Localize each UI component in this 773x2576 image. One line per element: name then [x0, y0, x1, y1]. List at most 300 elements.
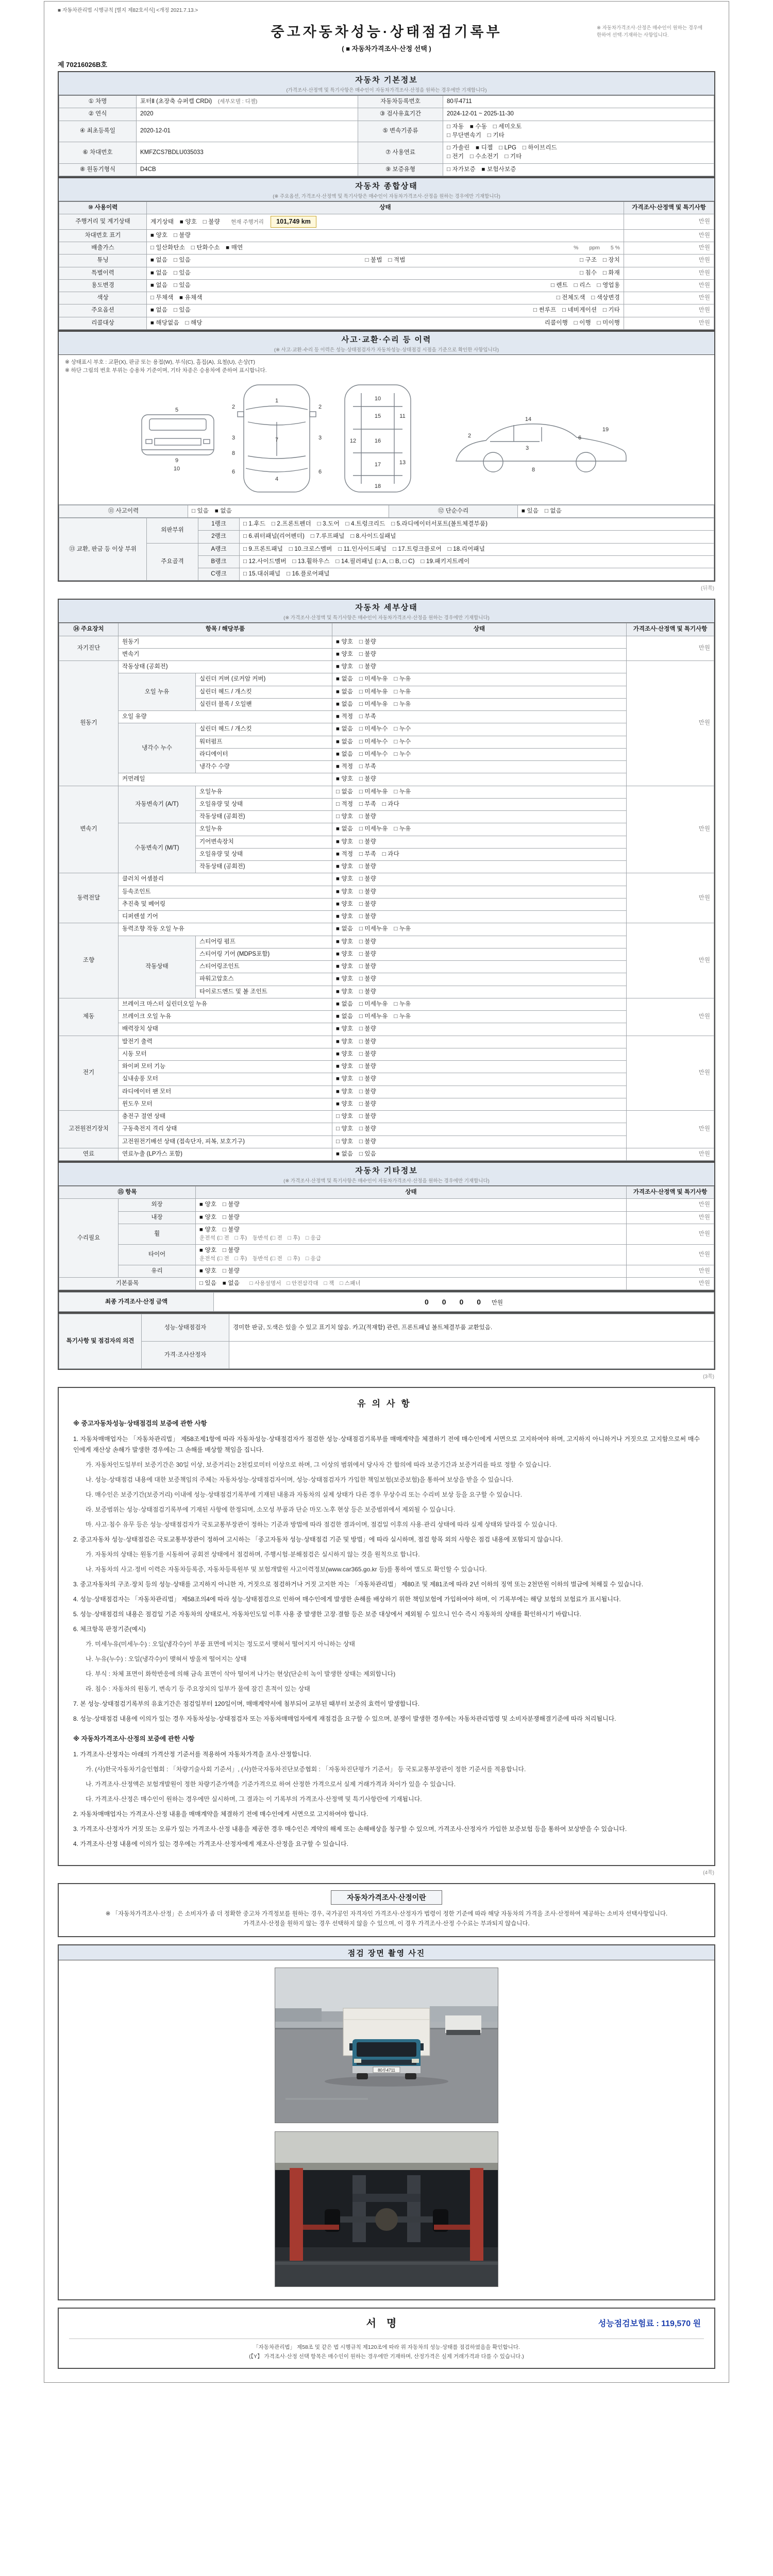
- table-row: [59, 304, 714, 317]
- col-price: 가격조사·산정액 및 특기사항: [627, 623, 714, 636]
- price-cell: 만원: [627, 1278, 714, 1290]
- sub-coolant-leak: 냉각수 누수: [119, 723, 196, 773]
- state-checkboxes[interactable]: ■ 양호 □ 불량: [332, 911, 627, 923]
- state-checkboxes[interactable]: ■ 양호 □ 불량: [332, 961, 627, 973]
- tuning-legality-checkboxes[interactable]: □ 불법 □ 적법: [365, 257, 406, 264]
- page-marker-back: (뒤쪽): [701, 586, 714, 592]
- rank1-label: 1랭크: [198, 518, 240, 531]
- price-cell: 만원: [627, 1111, 714, 1148]
- color-checkboxes[interactable]: □ 무채색 ■ 유채색: [150, 295, 203, 301]
- notice-line: 2. 중고자동차 성능·상태점검은 국토교통부장관이 정하여 고시하는 「중고자동차 성능·상태점검 기준 및 방법」에 따라 실시하며, 점검 항목 외의 사항은 점검 내용에 포함되지 않습니다.: [73, 1536, 563, 1544]
- price-cell: 만원: [627, 1199, 714, 1211]
- table-row: [59, 1123, 714, 1136]
- rank2-part-checkboxes[interactable]: □ 6.쿼터패널(리어펜더) □ 7.루프패널 □ 8.사이드실패널: [240, 531, 714, 543]
- car-name-value: [137, 96, 358, 108]
- year-value: 2020: [137, 108, 358, 121]
- col-state: 상태: [196, 1187, 627, 1199]
- price-cell: 만원: [627, 1224, 714, 1244]
- final-price-value: 0 0 0 0: [424, 1297, 484, 1306]
- table-row: [59, 711, 714, 723]
- item-cell: 타이로드엔드 및 볼 조인트: [196, 986, 332, 998]
- etc-info-table: [59, 1186, 714, 1290]
- notice-line: 다. 매수인은 보증기간(보증거리) 이내에 성능·상태점검기록부에 기재된 내용과 자동차의 실제 상태가 다른 경우 무상수리 또는 수리비 보상 등을 요구할 수 있습니다.: [86, 1491, 523, 1499]
- usage-change-cell[interactable]: [147, 279, 624, 292]
- table-row: [59, 723, 714, 736]
- col-price: 가격조사·산정액 및 특기사항: [624, 201, 714, 214]
- table-row: [59, 661, 714, 673]
- state-checkboxes[interactable]: ■ 없음 □ 미세누유 □ 누유: [332, 823, 627, 836]
- state-checkboxes[interactable]: ■ 없음 □ 미세누수 □ 누수: [332, 723, 627, 736]
- group-engine: 원동기: [59, 661, 119, 786]
- state-checkboxes[interactable]: □ 양호 □ 불량: [332, 811, 627, 823]
- col-item: ⑮ 항목: [59, 1187, 196, 1199]
- engine-type-value: D4CB: [137, 163, 358, 176]
- detail-state-table: [59, 623, 714, 1161]
- item-cell: 오일유량 및 상태: [196, 848, 332, 860]
- usage-change-checkboxes[interactable]: ■ 없음 □ 있음: [150, 282, 191, 289]
- notice-section: [58, 1387, 715, 1866]
- table-row: [59, 1011, 714, 1023]
- recall-checkboxes[interactable]: ■ 해당없음 □ 해당: [150, 319, 203, 326]
- basic-info-note: (가격조사·산정액 및 특기사항은 매수인이 자동차가격조사·산정을 원하는 경우에만 기재합니다): [286, 88, 487, 93]
- table-row: [59, 673, 714, 686]
- glass-label: 유리: [119, 1265, 196, 1277]
- item-cell: 실내송풍 모터: [119, 1073, 332, 1086]
- table-row: [59, 1023, 714, 1036]
- item-cell: 실린더 헤드 / 개스킷: [196, 686, 332, 698]
- recall-row-label: 리콜대상: [59, 317, 147, 329]
- emission-checkboxes[interactable]: □ 일산화탄소 □ 탄화수소 ■ 매연: [150, 245, 243, 251]
- fuel-options-line2[interactable]: □ 전기 □ 수소전기 □ 기타: [447, 154, 522, 160]
- signature-legal-line1: 「자동차관리법」 제58조 및 같은 법 시행규칙 제120조에 따라 위 자동차의 성능·상태를 점검하였음을 확인합니다.: [253, 2344, 520, 2350]
- page-marker-4: (4쪽): [703, 1870, 714, 1876]
- accident-history-section: [58, 331, 715, 582]
- signature-title: 서명: [366, 2317, 407, 2329]
- warranty-checkboxes[interactable]: □ 자가보증 ■ 보험사보증: [443, 163, 714, 176]
- item-cell: 스티어링 펌프: [196, 936, 332, 948]
- table-row: [59, 229, 714, 242]
- transmission-label: ⑤ 변속기종류: [358, 121, 443, 142]
- state-checkboxes[interactable]: ■ 없음 □ 미세누유 □ 누유: [332, 686, 627, 698]
- emission-state-cell[interactable]: [147, 242, 624, 255]
- table-row: [59, 998, 714, 1010]
- panel-number: 1: [275, 397, 279, 404]
- price-cell: 만원: [627, 1148, 714, 1160]
- item-cell: 냉각수 수량: [196, 761, 332, 773]
- exterior-checkboxes[interactable]: ■ 양호 □ 불량: [196, 1199, 627, 1211]
- detail-note: (※ 가격조사·산정액 및 특기사항은 매수인이 자동차가격조사·산정을 원하는 경우에만 기재합니다): [283, 615, 490, 621]
- photo-underbody-svg: [275, 2132, 498, 2286]
- table-row: [59, 1342, 714, 1369]
- fuel-checkboxes[interactable]: [443, 142, 714, 164]
- transmission-checkboxes[interactable]: [443, 121, 714, 142]
- state-checkboxes[interactable]: ■ 양호 □ 불량: [332, 861, 627, 873]
- state-checkboxes[interactable]: ■ 양호 □ 불량: [332, 1023, 627, 1036]
- col-device: ⑭ 주요장치: [59, 623, 119, 636]
- state-checkboxes[interactable]: ■ 양호 □ 불량: [332, 1086, 627, 1098]
- rankC-label: C랭크: [198, 568, 240, 581]
- signature-legal-line2: (【Y】 가격조사·산정 선택 항목은 매수인이 원하는 경우에만 기재하며, 산정가격은 실제 거래가격과 다를 수 있습니다.): [249, 2353, 524, 2360]
- panel-number: 3: [318, 434, 322, 441]
- table-row: [59, 201, 714, 214]
- table-row: [59, 1224, 714, 1244]
- table-row: [59, 936, 714, 948]
- inspection-photo-underbody: [275, 2131, 498, 2287]
- basic-info-table: [59, 95, 714, 176]
- state-checkboxes[interactable]: □ 적정 □ 부족 □ 과다: [332, 798, 627, 810]
- usage-change-row-label: 용도변경: [59, 279, 147, 292]
- table-row: [59, 1148, 714, 1160]
- tire-cell[interactable]: [196, 1244, 627, 1265]
- state-checkboxes[interactable]: ■ 양호 □ 불량: [332, 1048, 627, 1060]
- item-cell: 충전구 절연 상태: [119, 1111, 332, 1123]
- title-side-note-line2: 한하여 선택·기재하는 사항입니다.: [597, 32, 669, 39]
- table-row: [59, 898, 714, 910]
- notice-line: 3. 가격조사·산정자가 거짓 또는 오류가 있는 가격조사·산정 내용을 제공한 경우 매수인은 계약의 해제 또는 손해배상을 청구할 수 있으며, 가격조사·산정자가 가입한 보증보험 등을 통하여 보상받을 수 있습니다.: [73, 1825, 627, 1833]
- price-cell: 만원: [624, 229, 714, 242]
- group-high-voltage: 고전원전기장치: [59, 1111, 119, 1148]
- overall-state-table: [59, 201, 714, 330]
- table-row: [59, 623, 714, 636]
- state-checkboxes[interactable]: ■ 양호 □ 불량: [332, 973, 627, 986]
- item-cell: 변속기: [119, 648, 332, 660]
- col-item: 항목 / 해당부품: [119, 623, 332, 636]
- exterior-label: 외장: [119, 1199, 196, 1211]
- recall-done-checkboxes[interactable]: 리콜이행 □ 이행 □ 미이행: [544, 319, 620, 326]
- table-row: [59, 267, 714, 279]
- vin-value: KMFZCS7BDLU035033: [137, 142, 358, 164]
- mileage-state-cell[interactable]: [147, 214, 624, 230]
- notice-line: 가. 자동차의 상태는 원동기를 시동하여 공회전 상태에서 점검하며, 주행시험·분해점검은 실시하지 않는 것을 원칙으로 합니다.: [86, 1551, 420, 1558]
- table-row: [59, 1098, 714, 1110]
- odometer-state-checkboxes[interactable]: 계기상태 ■ 양호 □ 불량: [150, 219, 220, 225]
- wheel-checkboxes[interactable]: ■ 양호 □ 불량: [199, 1226, 240, 1233]
- state-checkboxes[interactable]: ■ 양호 □ 불량: [332, 898, 627, 910]
- current-mileage-label: 현재 주행거리: [231, 219, 264, 225]
- panel-rank-table: [59, 518, 714, 581]
- group-selfdiag: 자기진단: [59, 636, 119, 661]
- panel-number: 10: [374, 395, 381, 402]
- panel-number: 6: [318, 468, 322, 475]
- car-damage-diagram: [59, 376, 714, 505]
- table-row: [59, 1211, 714, 1224]
- item-cell: 구동축전지 격리 상태: [119, 1123, 332, 1136]
- rankA-part-checkboxes[interactable]: □ 9.프론트패널 □ 10.크로스멤버 □ 11.인사이드패널 □ 17.트렁크플로어 □ 18.리어패널: [240, 543, 714, 555]
- table-row: [59, 142, 714, 164]
- inspection-value: 2024-12-01 ~ 2025-11-30: [443, 108, 714, 121]
- panel-number: 11: [399, 413, 406, 419]
- panel-number: 2: [318, 403, 322, 410]
- rankB-part-checkboxes[interactable]: □ 12.사이드멤버 □ 13.휠하우스 □ 14.필러패널 (□ A, □ B, □ C) □ 19.패키지트레이: [240, 555, 714, 568]
- state-checkboxes[interactable]: ■ 적정 □ 부족: [332, 761, 627, 773]
- table-row: [59, 1187, 714, 1199]
- sub-oil-leak: 오일 누유: [119, 673, 196, 711]
- rank1-part-checkboxes[interactable]: □ 1.후드 □ 2.프론트펜더 □ 3.도어 □ 4.트렁크리드 □ 5.라디에이터서포트(볼트체결부품): [240, 518, 714, 531]
- vin-label: ⑥ 차대번호: [59, 142, 137, 164]
- special-history-type-checkboxes[interactable]: □ 침수 □ 화재: [579, 269, 620, 276]
- usage-change-type-checkboxes[interactable]: □ 렌트 □ 리스 □ 영업용: [550, 282, 620, 289]
- emission-row-label: 배출가스: [59, 242, 147, 255]
- state-checkboxes[interactable]: ■ 양호 □ 불량: [332, 648, 627, 660]
- item-cell: 오일누유: [196, 786, 332, 798]
- license-plate-text: 80루4711: [378, 2067, 395, 2073]
- table-row: [59, 1244, 714, 1265]
- table-row: [59, 543, 714, 555]
- state-checkboxes[interactable]: ■ 양호 □ 불량: [332, 886, 627, 898]
- col-price: 가격조사·산정액 및 특기사항: [627, 1187, 714, 1199]
- panel-number: 16: [374, 437, 381, 444]
- wheel-position-checkboxes[interactable]: 운전석 (□ 전 □ 후) 동반석 (□ 전 □ 후) □ 응급: [199, 1235, 322, 1241]
- table-row: [59, 121, 714, 142]
- engine-type-label: ⑧ 원동기형식: [59, 163, 137, 176]
- table-row: [59, 1111, 714, 1123]
- basic-info-section: [58, 71, 715, 177]
- table-row: [59, 96, 714, 108]
- etc-note: (※ 가격조사·산정액 및 특기사항은 매수인이 자동차가격조사·산정을 원하는 경우에만 기재합니다): [283, 1178, 490, 1184]
- inspection-label: ③ 검사유효기간: [358, 108, 443, 121]
- table-row: [59, 1086, 714, 1098]
- state-checkboxes[interactable]: ■ 양호 □ 불량: [332, 873, 627, 886]
- panel-number: 2: [231, 403, 236, 410]
- recall-cell[interactable]: [147, 317, 624, 329]
- notice-line: 8. 성능·상태점검 내용에 이의가 있는 경우 자동차성능·상태점검자 또는 자동차매매업자에게 재점검을 요구할 수 있으며, 분쟁이 발생한 경우에는 자동차관리법령 및 소비자분쟁해결기준에 따라 처리됩니다.: [73, 1715, 616, 1723]
- group-transmission: 변속기: [59, 786, 119, 873]
- panel-number: 9: [175, 457, 179, 464]
- table-row: [59, 636, 714, 648]
- notice-line: 5. 성능·상태점검의 내용은 점검일 기준 자동차의 상태로서, 자동차인도일 이후 사용 중 발생한 고장·결함 등은 보증 대상에서 제외될 수 있으니 인수 즉시 자동차의 상태를 확인하시기 바랍니다.: [73, 1611, 581, 1618]
- state-checkboxes[interactable]: ■ 양호 □ 불량: [332, 1098, 627, 1110]
- panel-number: 15: [374, 413, 381, 419]
- item-cell: 클러치 어셈블리: [119, 873, 332, 886]
- notice-line: 1. 가격조사·산정자는 아래의 가격산정 기준서를 적용하여 자동차가격을 조사·산정합니다.: [73, 1751, 311, 1758]
- notice-line: 나. 성능·상태점검 내용에 대한 보증책임의 주체는 자동차성능·상태점검자이며, 성능·상태점검자가 가입한 책임보험(보증보험)을 통하여 보상을 받을 수 있습니다.: [86, 1476, 514, 1484]
- panel-number: 6: [231, 468, 236, 475]
- interior-checkboxes[interactable]: ■ 양호 □ 불량: [196, 1211, 627, 1224]
- color-row-label: 색상: [59, 292, 147, 304]
- color-cell[interactable]: [147, 292, 624, 304]
- photos-section: [58, 1944, 715, 2300]
- state-checkboxes[interactable]: ■ 양호 □ 불량: [332, 986, 627, 998]
- panel-number: 14: [525, 416, 532, 422]
- state-checkboxes[interactable]: ■ 양호 □ 불량: [332, 661, 627, 673]
- fuel-options-line1[interactable]: □ 가솔린 ■ 디젤 □ LPG □ 하이브리드: [447, 145, 557, 151]
- etc-header: [59, 1163, 714, 1186]
- panel-number: 2: [467, 432, 472, 439]
- state-checkboxes[interactable]: □ 없음 □ 미세누유 □ 누유: [332, 786, 627, 798]
- options-type-checkboxes[interactable]: □ 썬루프 □ 네비게이션 □ 기타: [533, 307, 620, 314]
- accident-flags-table: [59, 505, 714, 518]
- signature-row: [69, 2315, 704, 2332]
- title-side-note-line1: ※ 자동차가격조사·산정은 매수인이 원하는 경우에: [597, 25, 703, 31]
- notice-line: ※ 자동차가격조사·산정의 보증에 관한 사항: [73, 1735, 195, 1743]
- item-cell: 오일누유: [196, 823, 332, 836]
- table-row: [59, 292, 714, 304]
- document-header: [58, 21, 715, 53]
- basic-info-header: [59, 72, 714, 95]
- emission-values: % ppm 5 %: [574, 244, 620, 251]
- table-row: [59, 823, 714, 836]
- final-price-value-cell: [214, 1293, 714, 1312]
- table-row: [59, 786, 714, 798]
- first-reg-value: 2020-12-01: [137, 121, 358, 142]
- options-checkboxes[interactable]: ■ 없음 □ 있음: [150, 307, 191, 314]
- options-cell[interactable]: [147, 304, 624, 317]
- price-appraisal-info-box: [58, 1883, 715, 1937]
- state-checkboxes[interactable]: ■ 적정 □ 부족 □ 과다: [332, 848, 627, 860]
- state-checkboxes[interactable]: ■ 양호 □ 불량: [332, 636, 627, 648]
- photos-header: [59, 1945, 714, 1960]
- special-history-cell[interactable]: [147, 267, 624, 279]
- notice-line: 3. 중고자동차의 구조·장치 등의 성능·상태를 고지하지 아니한 자, 거짓으로 점검하거나 거짓 고지한 자는 「자동차관리법」 제80조 및 제81조에 따라 2년 이하의 징역 또는 2천만원 이하의 벌금에 처해질 수 있습니다.: [73, 1581, 644, 1588]
- tuning-type-checkboxes[interactable]: □ 구조 □ 장치: [579, 257, 620, 264]
- table-row: [59, 648, 714, 660]
- tire-position-checkboxes[interactable]: 운전석 (□ 전 □ 후) 동반석 (□ 전 □ 후) □ 응급: [199, 1256, 322, 1262]
- item-cell: 작동상태 (공회전): [196, 861, 332, 873]
- interior-label: 내장: [119, 1211, 196, 1224]
- notice-line: 나. 가격조사·산정액은 보험개발원이 정한 차량기준가액을 기준가격으로 하여 산정한 가격으로서 실제 거래가격과 차이가 있을 수 있습니다.: [86, 1781, 456, 1788]
- table-row: [59, 317, 714, 329]
- photo-exterior-svg: [275, 1968, 498, 2123]
- wheel-cell[interactable]: [196, 1224, 627, 1244]
- panel-number: 3: [525, 445, 529, 451]
- group-steering: 조향: [59, 923, 119, 998]
- item-cell: 브레이크 오일 누유: [119, 1011, 332, 1023]
- sub-at: 자동변속기 (A/T): [119, 786, 196, 823]
- item-cell: 시동 모터: [119, 1048, 332, 1060]
- special-history-row-label: 특별이력: [59, 267, 147, 279]
- state-checkboxes[interactable]: ■ 없음 □ 미세누유 □ 누유: [332, 923, 627, 936]
- document-number: 제 70216026B호: [58, 61, 107, 69]
- year-label: ② 연식: [59, 108, 137, 121]
- item-cell: 오일 유량: [119, 711, 332, 723]
- table-row: [59, 505, 714, 517]
- panel-number: 10: [173, 465, 180, 472]
- state-checkboxes[interactable]: ■ 양호 □ 불량: [332, 1061, 627, 1073]
- state-code-legend: ※ 상태표시 부호 : 교환(X), 판금 또는 용접(W), 부식(C), 흠집(A), 요철(U), 손상(T): [65, 359, 255, 365]
- notice-line: 4. 성능·상태점검자는 「자동차관리법」 제58조의4에 따라 성능·상태점검으로 인하여 매수인에게 발생한 손해를 배상하기 위한 책임보험에 가입하여야 하며, 이 기록부에는 해당 보험의 보험료가 표시됩니다.: [73, 1596, 621, 1603]
- basic-items-cell[interactable]: [196, 1278, 627, 1290]
- price-cell: 만원: [627, 636, 714, 661]
- notice-line: 마. 사고·침수 유무 등은 성능·상태점검자가 국토교통부장관이 정하는 기준과 방법에 따라 점검한 결과이며, 점검일 이후의 사용·관리 상태에 따라 실제 상태와 달라질 수 있습니다.: [86, 1521, 558, 1529]
- state-checkboxes[interactable]: ■ 양호 □ 불량: [332, 773, 627, 786]
- signature-section: [58, 2308, 715, 2369]
- transmission-options-line2[interactable]: □ 무단변속기 □ 기타: [447, 132, 505, 139]
- state-checkboxes[interactable]: ■ 적정 □ 부족: [332, 711, 627, 723]
- state-checkboxes[interactable]: ■ 없음 □ 미세누유 □ 누유: [332, 698, 627, 710]
- table-row: [59, 873, 714, 886]
- state-checkboxes[interactable]: ■ 없음 □ 미세누유 □ 누유: [332, 1011, 627, 1023]
- basic-items-list-checkboxes[interactable]: □ 사용설명서 □ 안전삼각대 □ 잭 □ 스패너: [249, 1280, 361, 1286]
- state-checkboxes[interactable]: ■ 없음 □ 미세누수 □ 누수: [332, 736, 627, 748]
- accident-history-checkboxes[interactable]: □ 있음 ■ 없음: [188, 505, 389, 517]
- panel-number: 6: [578, 434, 582, 441]
- notice-line: 라. 침수 : 자동차의 원동기, 변속기 등 주요장치의 일부가 물에 잠긴 흔적이 있는 상태: [86, 1685, 310, 1693]
- panel-number: 12: [349, 437, 357, 444]
- special-history-checkboxes[interactable]: ■ 없음 □ 있음: [150, 269, 191, 276]
- group-electric: 전기: [59, 1036, 119, 1111]
- photos-body: [59, 1960, 714, 2299]
- state-checkboxes[interactable]: ■ 양호 □ 불량: [332, 936, 627, 948]
- final-price-label: 최종 가격조사·산정 금액: [59, 1293, 214, 1312]
- tuning-checkboxes[interactable]: ■ 없음 □ 있음: [150, 257, 191, 264]
- final-price-unit: 만원: [491, 1299, 503, 1306]
- simple-repair-label: ⑫ 단순수리: [389, 505, 518, 517]
- notice-lines: [73, 1418, 700, 1850]
- accident-history-label: ⑪ 사고이력: [59, 505, 188, 517]
- table-row: [59, 773, 714, 786]
- basic-items-checkboxes[interactable]: □ 있음 ■ 없음: [199, 1280, 240, 1286]
- state-checkboxes[interactable]: ■ 양호 □ 불량: [332, 1073, 627, 1086]
- table-row: [59, 1278, 714, 1290]
- price-cell: 만원: [624, 267, 714, 279]
- table-row: [59, 1073, 714, 1086]
- tire-checkboxes[interactable]: ■ 양호 □ 불량: [199, 1247, 240, 1253]
- state-checkboxes[interactable]: ■ 없음 □ 미세누유 □ 누유: [332, 673, 627, 686]
- wheel-label: 휠: [119, 1224, 196, 1244]
- basic-items-label: 기본품목: [59, 1278, 196, 1290]
- appraiser-comment: [229, 1342, 714, 1369]
- table-row: [59, 1293, 714, 1312]
- price-cell: 만원: [624, 279, 714, 292]
- notice-line: 나. 누유(누수) : 오일(냉각수)이 맺혀서 방울져 떨어지는 상태: [86, 1655, 247, 1663]
- item-cell: 커먼레일: [119, 773, 332, 786]
- tuning-state-cell[interactable]: [147, 255, 624, 267]
- price-cell: 만원: [627, 1211, 714, 1224]
- page-title: 중고자동차성능·상태점검기록부: [271, 24, 502, 40]
- notice-line: 2. 자동차매매업자는 가격조사·산정 내용을 매매계약을 체결하기 전에 매수인에게 서면으로 고지하여야 합니다.: [73, 1810, 368, 1818]
- notice-line: 나. 자동차의 사고·정비 이력은 자동차등록증, 자동차등록원부 및 보험개발원 사고이력정보(www.car365.go.kr 등)를 통하여 별도로 확인할 수 있습니다.: [86, 1566, 487, 1573]
- notice-line: ※ 중고자동차성능·상태점검의 보증에 관한 사항: [73, 1420, 207, 1428]
- title-side-note: [597, 25, 715, 40]
- color-change-checkboxes[interactable]: □ 전체도색 □ 색상변경: [556, 295, 620, 301]
- item-cell: 작동상태 (공회전): [119, 661, 332, 673]
- glass-checkboxes[interactable]: ■ 양호 □ 불량: [196, 1265, 627, 1277]
- state-checkboxes[interactable]: ■ 양호 □ 불량: [332, 948, 627, 960]
- page-subtitle: ( ■ 자동차가격조사·산정 선택 ): [342, 45, 431, 53]
- simple-repair-checkboxes[interactable]: ■ 있음 □ 없음: [518, 505, 714, 517]
- state-checkboxes[interactable]: □ 양호 □ 불량: [332, 1111, 627, 1123]
- state-checkboxes[interactable]: ■ 없음 □ 있음: [332, 1148, 627, 1160]
- main-frame-label: 주요골격: [147, 543, 198, 581]
- rank2-label: 2랭크: [198, 531, 240, 543]
- detail-header: [59, 600, 714, 623]
- panel-number: 13: [399, 459, 406, 466]
- panel-number: 18: [374, 483, 381, 489]
- state-checkboxes[interactable]: □ 양호 □ 불량: [332, 1136, 627, 1148]
- state-checkboxes[interactable]: □ 양호 □ 불량: [332, 1123, 627, 1136]
- final-price-table: [59, 1292, 714, 1312]
- state-checkboxes[interactable]: ■ 없음 □ 미세누수 □ 누수: [332, 748, 627, 760]
- transmission-options-line1[interactable]: □ 자동 ■ 수동 □ 세미오토: [447, 123, 522, 130]
- panel-number: 5: [175, 406, 179, 413]
- table-row: [59, 1314, 714, 1342]
- overall-state-section: [58, 177, 715, 331]
- rankC-part-checkboxes[interactable]: □ 15.대쉬패널 □ 16.플로어패널: [240, 568, 714, 581]
- state-checkboxes[interactable]: ■ 없음 □ 미세누유 □ 누유: [332, 998, 627, 1010]
- item-cell: 와이퍼 모터 기능: [119, 1061, 332, 1073]
- form-reference: ■ 자동차관리법 시행규칙 [별지 제82호서식] <개정 2021.7.13.>: [58, 8, 198, 13]
- table-row: [59, 1199, 714, 1211]
- state-checkboxes[interactable]: ■ 양호 □ 불량: [332, 1036, 627, 1048]
- signature-legal-lines: [69, 2338, 704, 2362]
- notice-line: 가. 자동차인도일부터 보증기간은 30일 이상, 보증거리는 2천킬로미터 이상으로 하며, 그 이상의 범위에서 당사자 간 합의에 따라 보증기간과 보증거리를 따로 정할 수 있습니다.: [86, 1461, 551, 1469]
- diagram-basis-legend: ※ 하단 그림의 번호 부위는 승용차 기준이며, 기타 차종은 승용차에 준하여 표시합니다.: [65, 367, 267, 374]
- state-checkboxes[interactable]: ■ 양호 □ 불량: [332, 836, 627, 848]
- item-cell: 윈도우 모터: [119, 1098, 332, 1110]
- price-cell: 만원: [627, 661, 714, 786]
- vin-mark-checkboxes[interactable]: ■ 양호 □ 불량: [147, 229, 624, 242]
- options-row-label: 주요옵션: [59, 304, 147, 317]
